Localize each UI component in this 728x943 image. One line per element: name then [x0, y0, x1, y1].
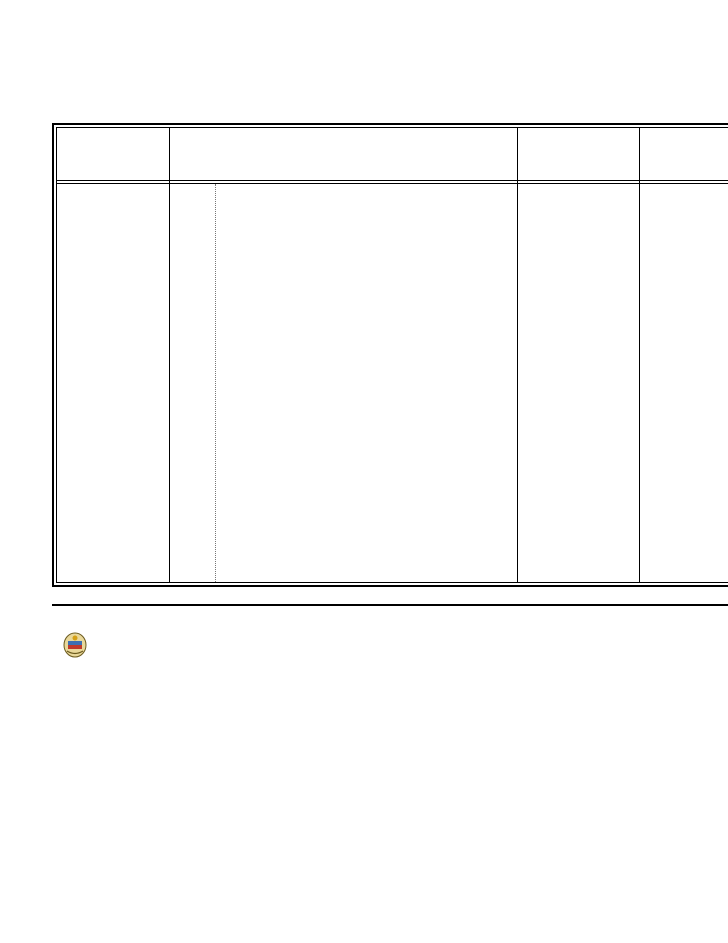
- footer-divider: [52, 604, 728, 606]
- header-unit: [57, 128, 169, 180]
- header-pengisian-kurikulum: [675, 128, 728, 180]
- header-divider: [57, 180, 728, 181]
- header-hasil-pembelajaran: [169, 128, 517, 180]
- header-sistem-bahasa: [517, 128, 639, 180]
- column-divider-dotted: [215, 184, 216, 582]
- header-divider-double: [57, 183, 728, 184]
- lesson-plan-table: [56, 127, 728, 583]
- column-divider: [639, 128, 640, 582]
- column-divider: [517, 128, 518, 582]
- state-crest-icon: [62, 632, 88, 658]
- column-divider: [169, 128, 170, 582]
